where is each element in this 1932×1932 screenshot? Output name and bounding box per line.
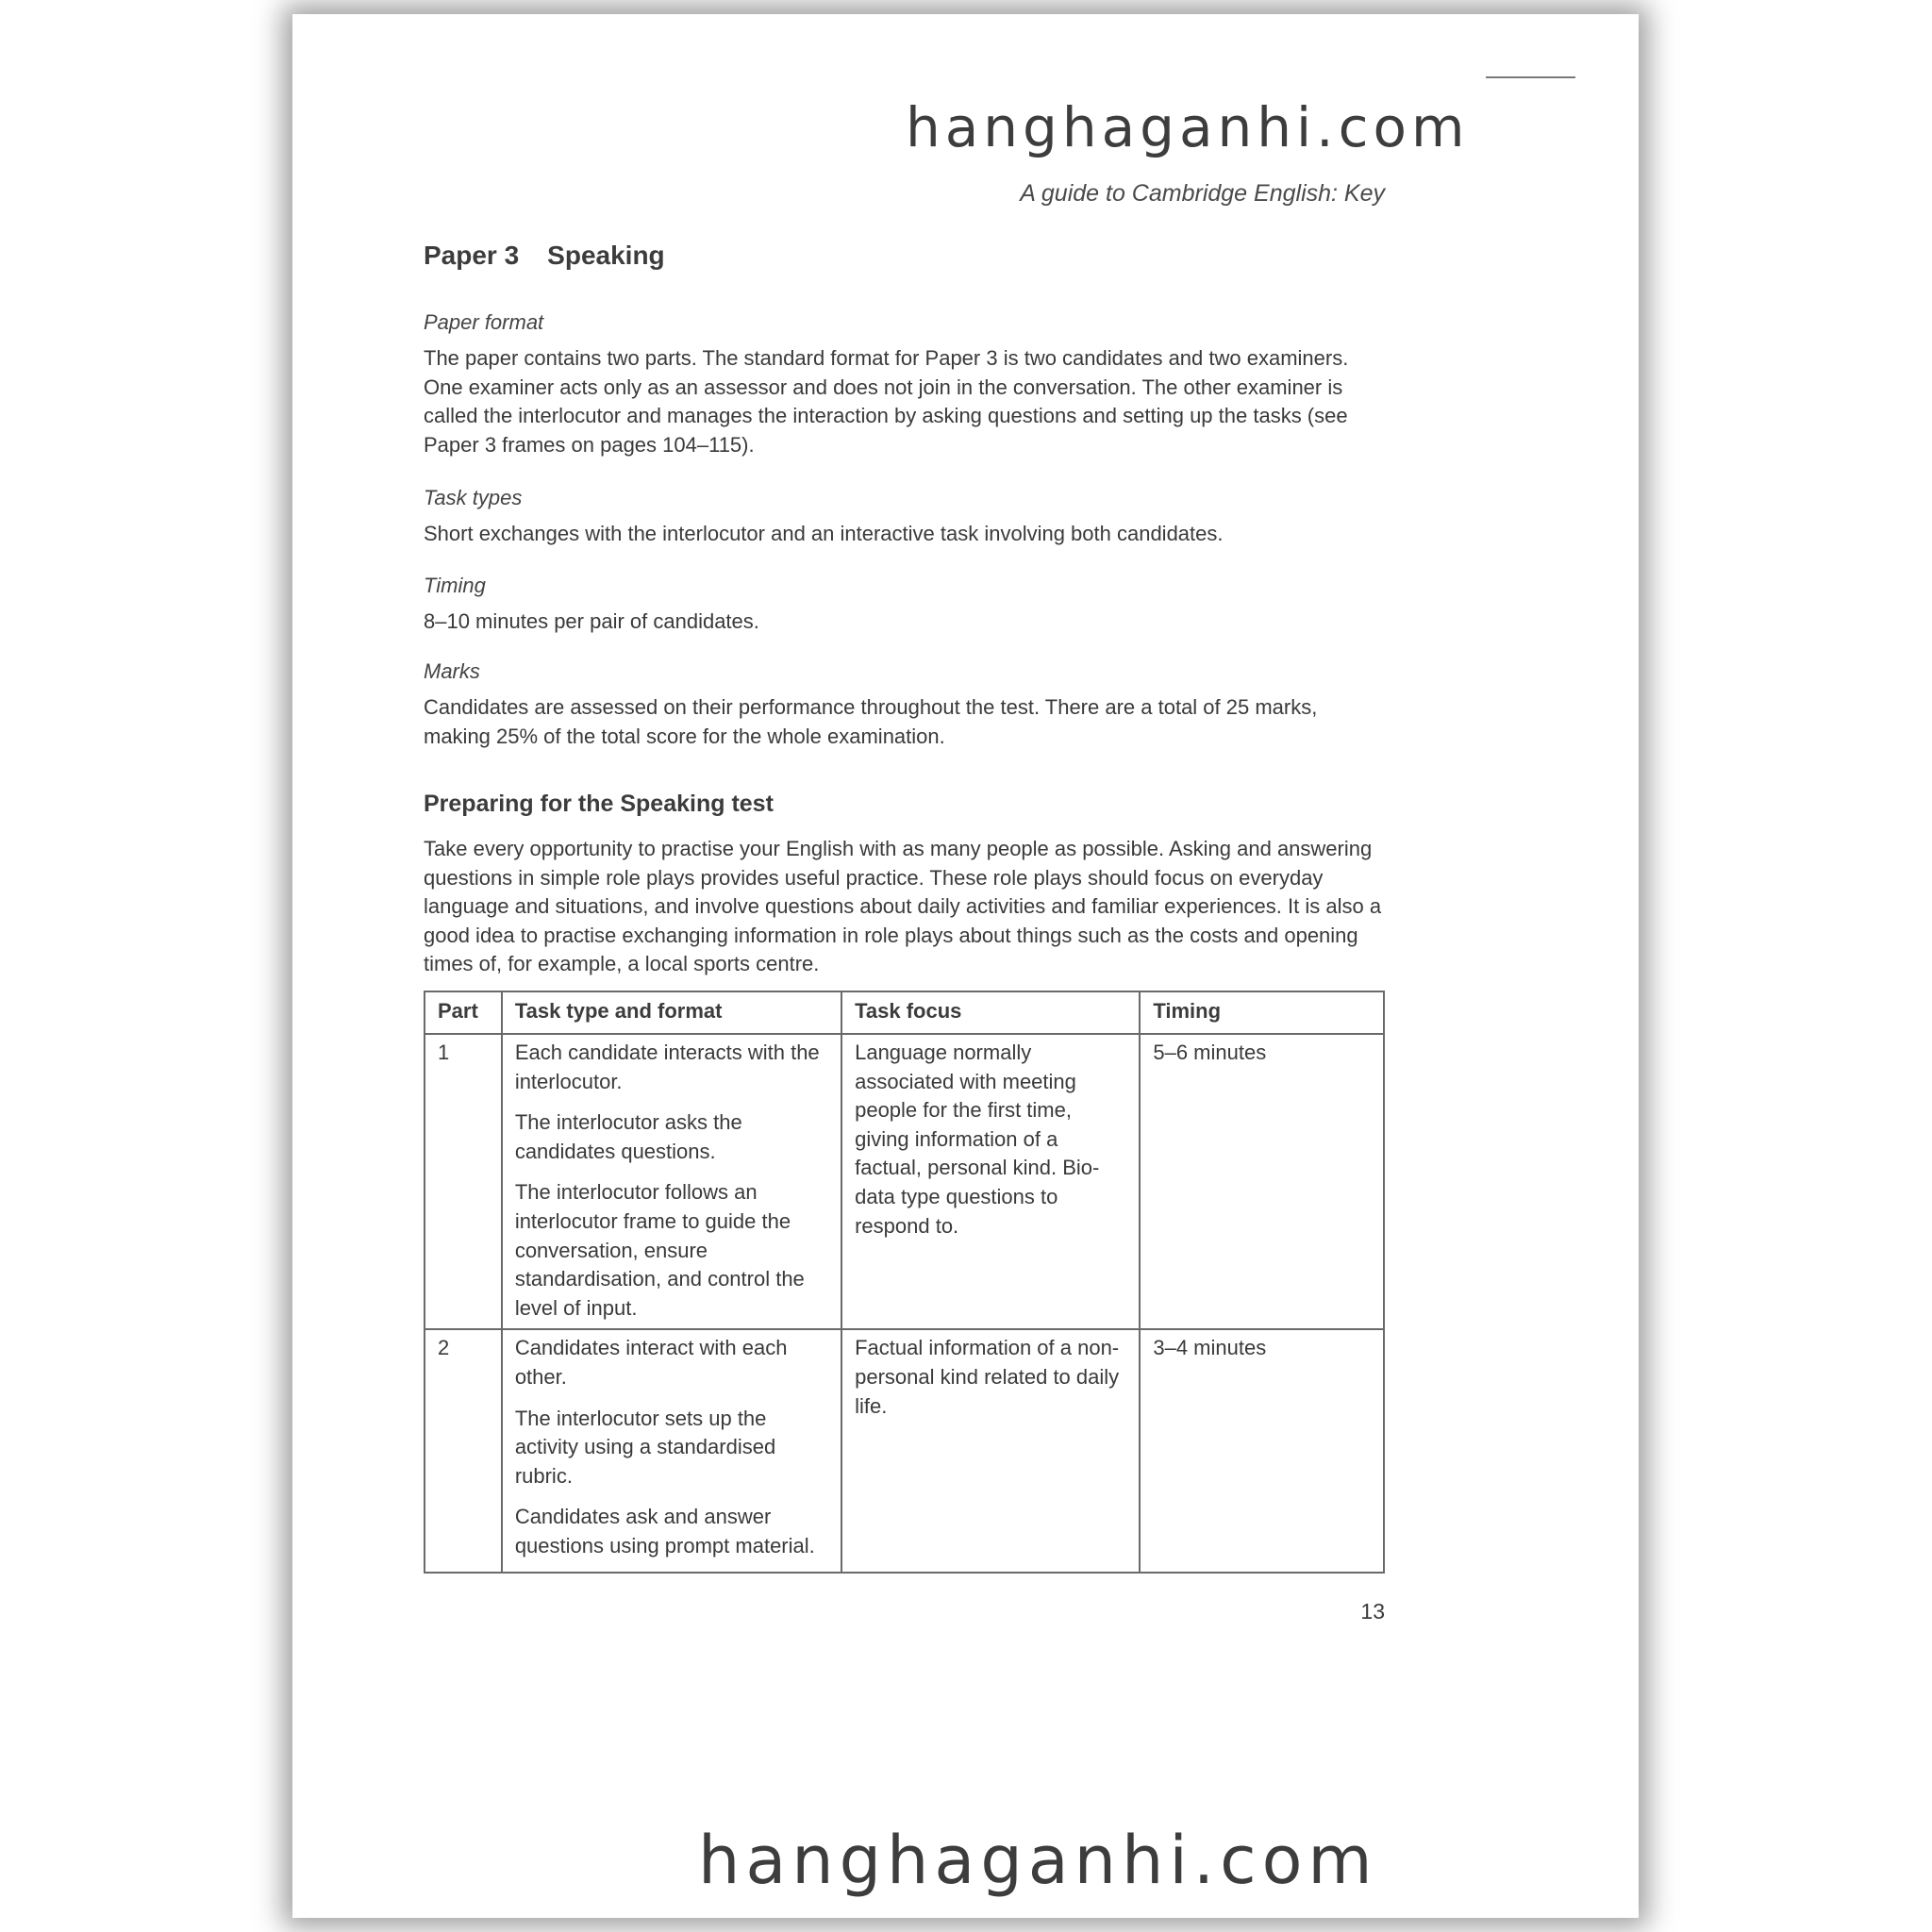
watermark-top: hanghaganhi.com [906, 95, 1470, 159]
cell-task-focus: Language normally associated with meeting people for the first time, giving information of a factual, personal kind. Bio-data type questions to respond to. [841, 1034, 1140, 1329]
paragraph: The paper contains two parts. The standard format for Paper 3 is two candidates and two examiners. One examiner acts only as an assessor and does not join in the conversation. The other examiner is called the interlocutor and manages the interaction by asking questions and setting up the tasks (see Paper 3 frames on pages 104–115). [424, 346, 1349, 457]
section-task-types [424, 486, 1376, 549]
cell-task-format [502, 1034, 841, 1329]
table-row [425, 1329, 1384, 1573]
table-header-row [425, 991, 1384, 1034]
cell-paragraph: The interlocutor sets up the activity using a standardised rubric. [514, 1406, 776, 1488]
cell-task-focus: Factual information of a non-personal kind related to daily life. [841, 1329, 1140, 1573]
cell-paragraph: Each candidate interacts with the interlocutor. [514, 1041, 820, 1093]
cell-task-format [502, 1329, 841, 1573]
document-page [292, 14, 1639, 1918]
paragraph: Candidates are assessed on their performance throughout the test. There are a total of 25 marks, making 25% of the total score for the whole examination. [424, 695, 1318, 748]
subheading: Paper format [424, 310, 544, 334]
paper-title: Speaking [547, 241, 665, 270]
column-header-task-focus: Task focus [841, 991, 1140, 1034]
page-title [424, 241, 665, 271]
running-header: A guide to Cambridge English: Key [1020, 180, 1385, 207]
page-number: 13 [1360, 1599, 1385, 1624]
column-header-task-type: Task type and format [502, 991, 841, 1034]
cell-timing: 5–6 minutes [1140, 1034, 1384, 1329]
speaking-test-table [424, 991, 1385, 1574]
section-paper-format [424, 310, 1376, 459]
paragraph: Take every opportunity to practise your English with as many people as possible. Asking and answering questions in simple role plays provides useful practice. These role plays should focus on everyday language and situations, and involve questions about daily activities and familiar experiences. It is also a good idea to practise exchanging information in role plays about things such as the costs and opening times of, for example, a local sports centre. [424, 837, 1382, 976]
subheading: Timing [424, 574, 486, 597]
column-header-timing: Timing [1140, 991, 1384, 1034]
section-preparing [424, 791, 1395, 979]
cell-part: 2 [425, 1329, 502, 1573]
section-heading: Preparing for the Speaking test [424, 791, 774, 817]
cell-paragraph: The interlocutor follows an interlocutor frame to guide the conversation, ensure standardisation, and control the level of input. [514, 1180, 805, 1320]
section-marks [424, 659, 1376, 751]
section-timing [424, 574, 1376, 637]
header-rule [1486, 76, 1575, 78]
cell-paragraph: Candidates interact with each other. [514, 1336, 788, 1389]
cell-paragraph: Candidates ask and answer questions using prompt material. [514, 1505, 815, 1557]
table-row [425, 1034, 1384, 1329]
subheading: Marks [424, 659, 480, 683]
paragraph: 8–10 minutes per pair of candidates. [424, 609, 759, 633]
paragraph: Short exchanges with the interlocutor and an interactive task involving both candidates. [424, 522, 1224, 545]
column-header-part: Part [425, 991, 502, 1034]
watermark-bottom: hanghaganhi.com [698, 1822, 1378, 1899]
cell-paragraph: The interlocutor asks the candidates questions. [514, 1110, 742, 1163]
subheading: Task types [424, 486, 523, 509]
cell-part: 1 [425, 1034, 502, 1329]
cell-timing: 3–4 minutes [1140, 1329, 1384, 1573]
paper-label: Paper 3 [424, 241, 520, 270]
